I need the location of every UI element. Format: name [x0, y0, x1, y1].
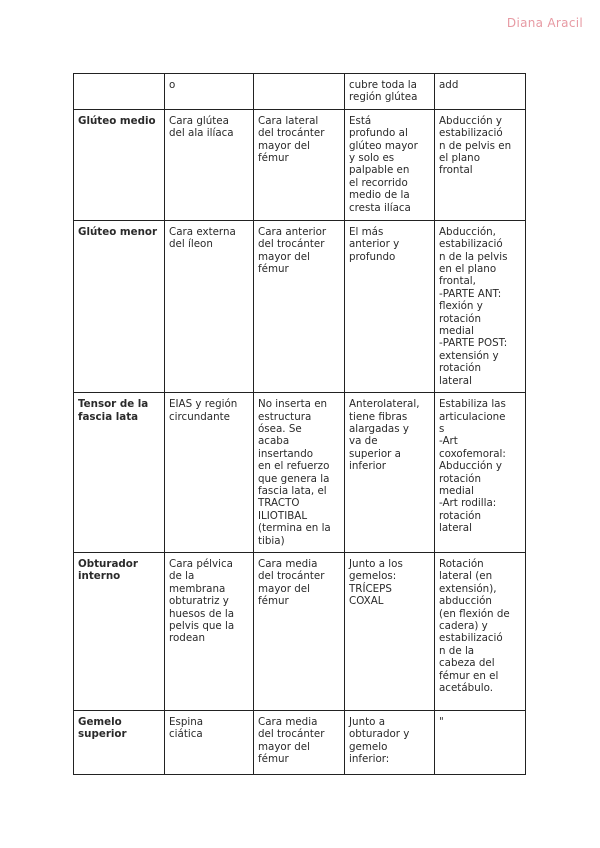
- function-cell: Estabiliza las articulacione s -Art coxofemoral: Abducción y rotación medial -Art rodilla: rotación lateral: [435, 393, 526, 553]
- notes-cell: cubre toda la región glútea: [345, 74, 435, 110]
- notes-cell: Junto a obturador y gemelo inferior:: [345, 710, 435, 774]
- muscle-table: [73, 73, 526, 775]
- table-row: [74, 220, 526, 392]
- table-row: [74, 552, 526, 710]
- muscle-name-cell: Tensor de la fascia lata: [74, 393, 165, 553]
- origin-cell: Cara externa del íleon: [165, 220, 254, 392]
- function-cell: Abducción y estabilizació n de pelvis en el plano frontal: [435, 109, 526, 220]
- insertion-cell: No inserta en estructura ósea. Se acaba insertando en el refuerzo que genera la fascia lata, el TRACTO ILIOTIBAL (termina en la tibia): [254, 393, 345, 553]
- muscle-name-cell: Glúteo menor: [74, 220, 165, 392]
- origin-cell: EIAS y región circundante: [165, 393, 254, 553]
- origin-cell: Espina ciática: [165, 710, 254, 774]
- notes-cell: Está profundo al glúteo mayor y solo es palpable en el recorrido medio de la cresta ilíaca: [345, 109, 435, 220]
- insertion-cell: Cara media del trocánter mayor del fémur: [254, 710, 345, 774]
- insertion-cell: Cara lateral del trocánter mayor del fémur: [254, 109, 345, 220]
- function-cell: add: [435, 74, 526, 110]
- notes-cell: El más anterior y profundo: [345, 220, 435, 392]
- notes-cell: Anterolateral, tiene fibras alargadas y va de superior a inferior: [345, 393, 435, 553]
- function-cell: Abducción, estabilizació n de la pelvis en el plano frontal, -PARTE ANT: flexión y rotación medial -PARTE POST: extensión y rotación lateral: [435, 220, 526, 392]
- muscle-name-cell: Gemelo superior: [74, 710, 165, 774]
- table-row: [74, 74, 526, 110]
- muscle-name-cell: Glúteo medio: [74, 109, 165, 220]
- function-cell: Rotación lateral (en extensión), abducción (en flexión de cadera) y estabilizació n de la cabeza del fémur en el acetábulo.: [435, 552, 526, 710]
- origin-cell: Cara glútea del ala ilíaca: [165, 109, 254, 220]
- insertion-cell: Cara anterior del trocánter mayor del fémur: [254, 220, 345, 392]
- notes-cell: Junto a los gemelos: TRÍCEPS COXAL: [345, 552, 435, 710]
- insertion-cell: Cara media del trocánter mayor del fémur: [254, 552, 345, 710]
- table-row: [74, 710, 526, 774]
- table-row: [74, 393, 526, 553]
- insertion-cell: [254, 74, 345, 110]
- origin-cell: o: [165, 74, 254, 110]
- muscle-name-cell: Obturador interno: [74, 552, 165, 710]
- author-name: Diana Aracil: [506, 16, 583, 30]
- origin-cell: Cara pélvica de la membrana obturatriz y huesos de la pelvis que la rodean: [165, 552, 254, 710]
- table-row: [74, 109, 526, 220]
- function-cell: ": [435, 710, 526, 774]
- muscle-name-cell: [74, 74, 165, 110]
